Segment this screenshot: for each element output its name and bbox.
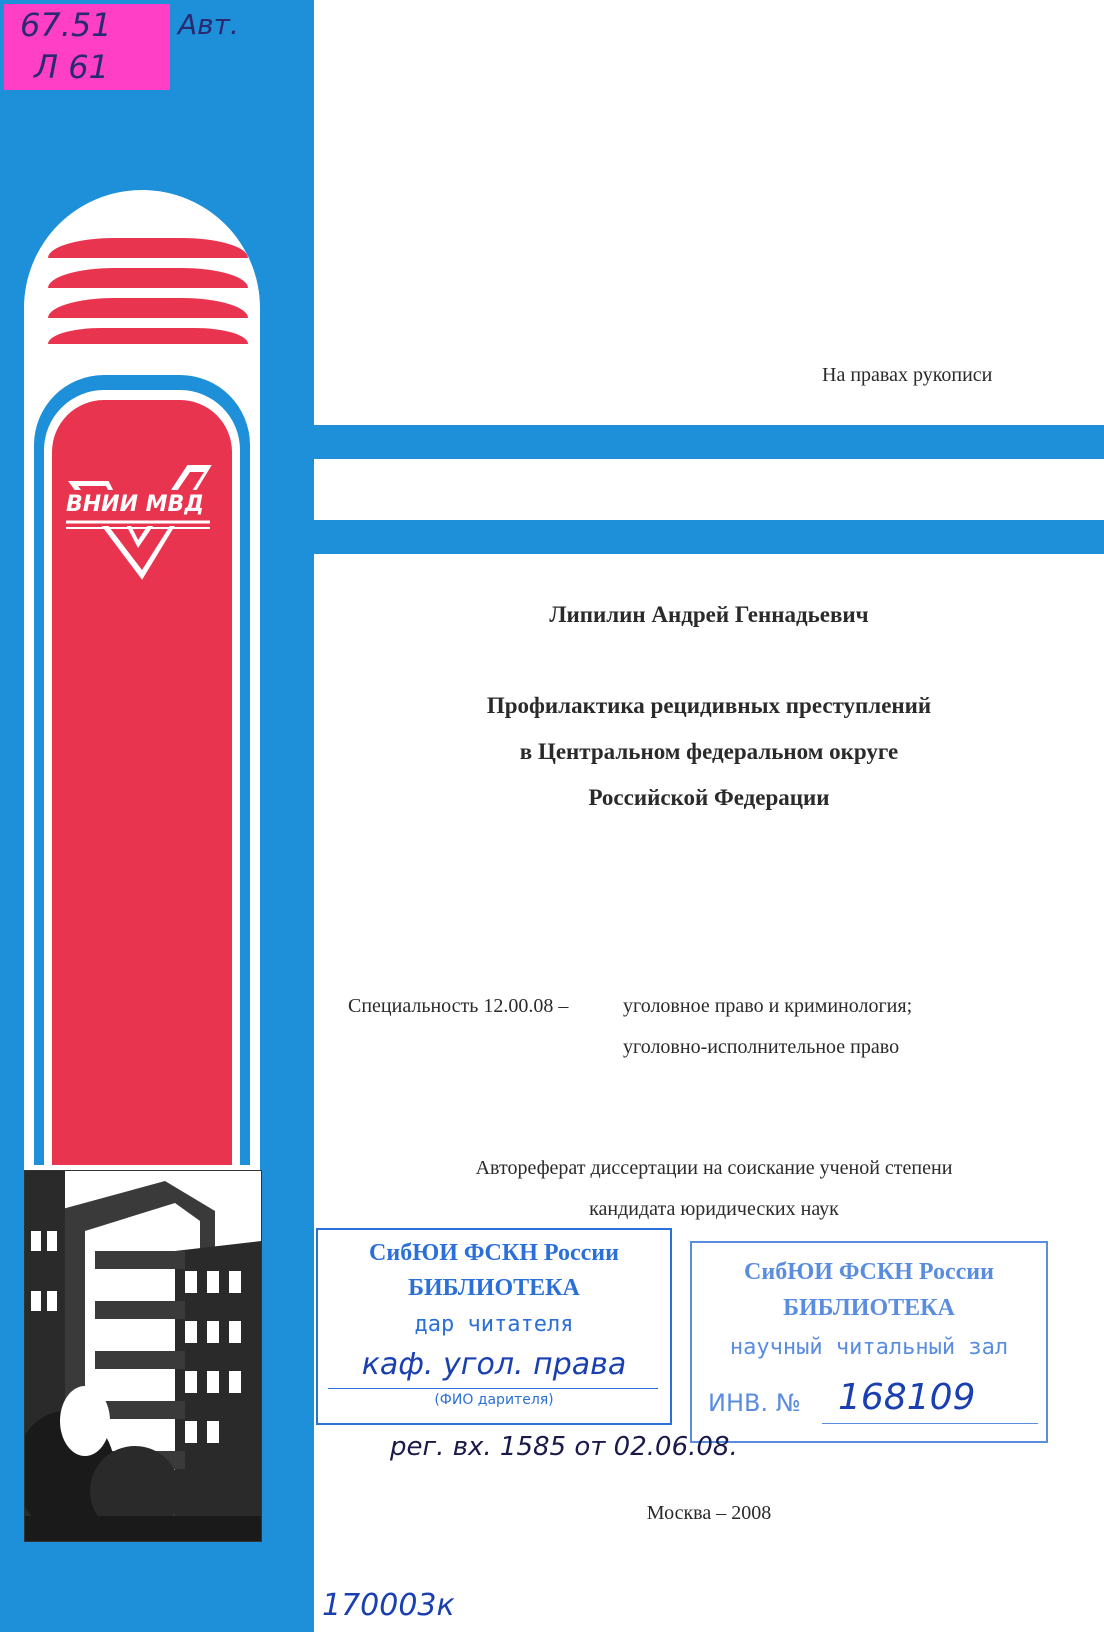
manuscript-note: На правах рукописи (822, 364, 993, 386)
building-drawing (25, 1171, 261, 1541)
cover-stripe-3 (48, 298, 248, 318)
abstract-line-2: кандидата юридических наук (589, 1198, 839, 1220)
call-number-note: Авт. (178, 8, 239, 41)
cover-stripe-1 (48, 238, 248, 258)
abstract-line-1: Автореферат диссертации на соискание ученой степени (475, 1157, 953, 1179)
cover-stripe-2 (48, 268, 248, 288)
vnii-mvd-logo (60, 460, 225, 590)
author-name: Липилин Андрей Геннадьевич (549, 602, 869, 627)
specialty-label: Специальность 12.00.08 – (348, 995, 569, 1017)
stamp2-line3: научный читальный зал (729, 1335, 1009, 1360)
building-illustration (24, 1170, 262, 1542)
call-number-line2: Л 61 (34, 48, 109, 86)
stamp2-line2: БИБЛИОТЕКА (783, 1295, 955, 1321)
stamp2-underline (822, 1423, 1038, 1424)
stamp1-line2: БИБЛИОТЕКА (408, 1275, 580, 1301)
library-stamp-gift (316, 1228, 672, 1425)
logo-text: ВНИИ МВД (66, 492, 204, 517)
stamp1-line1: СибЮИ ФСКН России (369, 1240, 619, 1266)
title-bar-top (314, 425, 1104, 459)
title-bar-bottom (314, 520, 1104, 554)
stamp2-line1: СибЮИ ФСКН России (744, 1259, 994, 1285)
specialty-line-1: уголовное право и криминология; (623, 995, 913, 1017)
title-line-1: Профилактика рецидивных преступлений (486, 693, 932, 718)
specialty-line-2: уголовно-исполнительное право (623, 1036, 900, 1058)
call-number-label (4, 4, 170, 90)
library-stamp-reading-room (690, 1241, 1048, 1443)
registration-note: рег. вх. 1585 от 02.06.08. (390, 1432, 738, 1462)
stamp2-inv-label: ИНВ. № (708, 1389, 801, 1417)
call-number-line1: 67.51 (20, 6, 112, 44)
title-line-2: в Центральном федеральном округе (519, 739, 899, 764)
stamp1-handwritten: каф. угол. права (361, 1347, 627, 1382)
title-line-3: Российской Федерации (588, 785, 830, 810)
stamp1-underline (328, 1388, 658, 1389)
cover-stripe-4 (48, 328, 248, 344)
stamp2-inv-number: 168109 (838, 1377, 976, 1418)
bottom-inventory-number: 170003к (322, 1588, 455, 1623)
stamp1-line3: дар читателя (414, 1312, 574, 1337)
stamp1-caption: (ФИО дарителя) (434, 1392, 554, 1408)
place-year: Москва – 2008 (646, 1502, 772, 1524)
